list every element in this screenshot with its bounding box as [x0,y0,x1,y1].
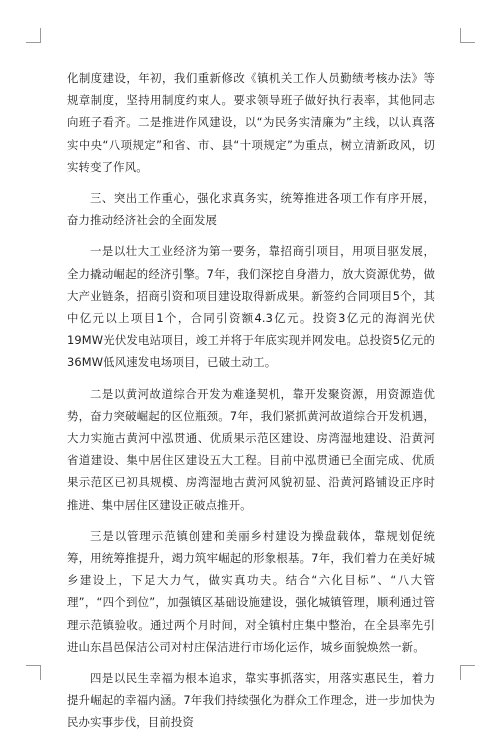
paragraph-yellow-river-development: 二是以黄河故道综合开发为难逢契机，靠开发聚资源，用资源造优势，奋力突破崛起的区位瓶颈。7年，我们紧抓黄河故道综合开发机遇，大力实施古黄河中泓贯通、优质果示范区建设、房湾湿地建设、沿黄河省道建设、集中居住区建设五大工程。目前中泓贯通已全面完成、优质果示范区已初具规模、房湾湿地古黄河风貌初显、沿黄河路铺设正序时推进、集中居住区建设正破点推开。 [67,386,435,512]
paragraph-industrial-economy: 一是以壮大工业经济为第一要务，靠招商引项目，用项目驱发展，全力撬动崛起的经济引擎。7年，我们深挖自身潜力，放大资源优势，做大产业链条，招商引资和项目建设取得新成果。新签约合同项目5个，其中亿元以上项目1个，合同引资额4.3亿元。投资3亿元的海润光伏19MW光伏发电站项目，竣工并将于年底实现并网发电。总投资5亿元的36MW低风速发电场项目，已破土动工。 [67,244,435,370]
corner-crop-mark-bottom-left [26,665,41,680]
document-body [67,67,435,743]
corner-crop-mark-top-left [26,28,41,43]
section-heading-three: 三、突出工作重心，强化求真务实，统筹推进各项工作有序开展，奋力推动经济社会的全面发展 [67,191,435,228]
paragraph-demonstration-town: 三是以管理示范镇创建和美丽乡村建设为操盘载体，靠规划促统筹，用统筹推提升，竭力筑牢崛起的形象根基。7年，我们着力在美好城乡建设上，下足大力气，做实真功夫。结合“六化目标”、“八大管理”，“四个到位”，加强镇区基础设施建设，强化城镇管理，顺利通过管理示范镇验收。通过两个月时间，对全镇村庄集中整治，在全县率先引进山东昌邑保洁公司对村庄保洁进行市场化运作，城乡面貌焕然一新。 [67,528,435,654]
paragraph-livelihood: 四是以民生幸福为根本追求，靠实事抓落实，用落实惠民生，着力提升崛起的幸福内涵。7年我们持续强化为群众工作理念，进一步加快为民办实事步伐，目前投资 [67,671,435,730]
corner-crop-mark-top-right [460,28,475,43]
corner-crop-mark-bottom-right [460,665,475,680]
paragraph-continued: 化制度建设，年初，我们重新修改《镇机关工作人员勤绩考核办法》等规章制度，坚持用制度约束人。要求领导班子做好执行表率，其他同志向班子看齐。二是推进作风建设，以“为民务实清廉为”主线，以认真落实中央“八项规定”和省、市、县“十项规定”为重点，树立清新政风，切实转变了作风。 [67,71,435,174]
